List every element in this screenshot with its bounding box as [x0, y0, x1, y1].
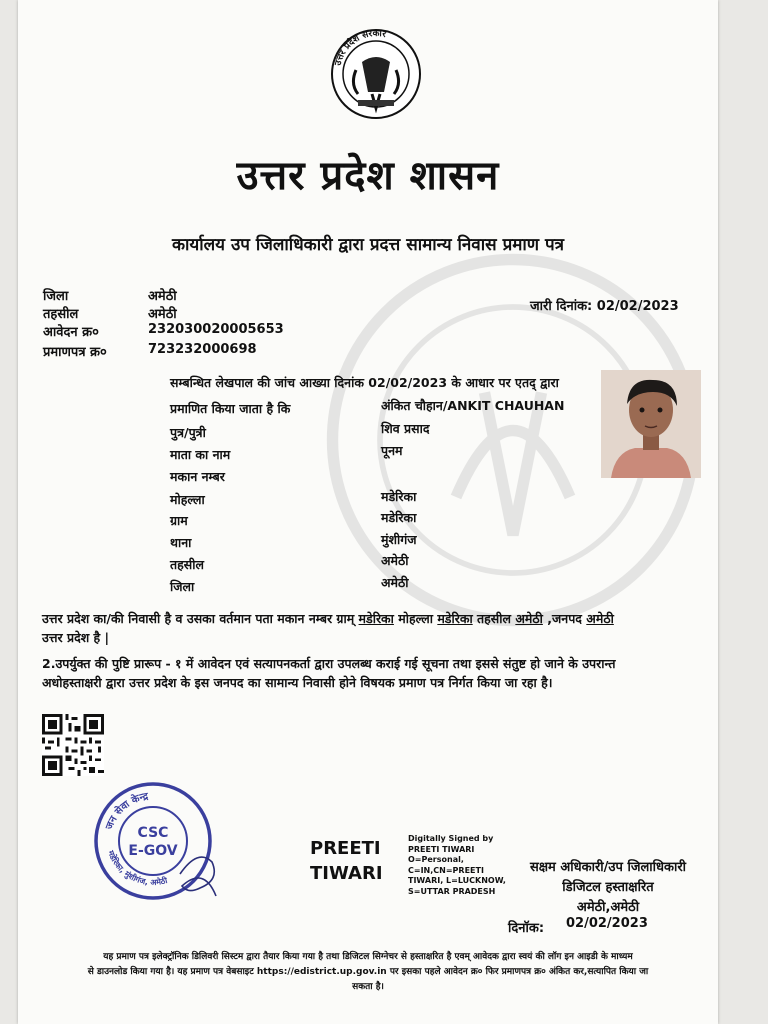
digital-signature-line: O=Personal,: [408, 855, 464, 864]
seal-center-line2: E-GOV: [128, 843, 178, 859]
residence-tehsil: अमेठी: [515, 611, 543, 626]
residence-mohalla: मडेरिका: [437, 611, 473, 626]
confirmation-line1: 2.उपर्युक्त की पुष्टि प्रारूप - १ में आवेदन एवं सत्यापनकर्ता द्वारा उपलब्ध कराई गई सूचना तथा इससे संतुष्ट हो जाने के उपरान्त: [42, 656, 616, 671]
field-label-tehsil: तहसील: [170, 557, 204, 572]
signer-name-line2: TIWARI: [310, 863, 383, 884]
field-value-village: मडेरिका: [381, 510, 417, 525]
issue-date: जारी दिनांक: 02/02/2023: [530, 299, 679, 314]
residence-statement: [42, 609, 702, 647]
verification-intro: सम्बन्धित लेखपाल की जांच आख्या दिनांक 02/02/2023 के आधार पर एतद् द्वारा: [170, 375, 559, 390]
certificate-number-label: प्रमाणपत्र क्र०: [43, 345, 107, 360]
field-value-father: शिव प्रसाद: [381, 421, 430, 436]
certificate-number-value: 723232000698: [148, 342, 257, 357]
applicant-photo: [601, 370, 701, 478]
authority-signed-note: डिजिटल हस्ताक्षरित: [562, 880, 654, 895]
application-number-value: 232030020005653: [148, 322, 284, 337]
residence-village: मडेरिका: [358, 611, 394, 626]
qr-code: [42, 714, 104, 776]
digital-signature-details: [408, 834, 506, 897]
digital-signature-line: Digitally Signed by: [408, 834, 494, 843]
district-value: अमेठी: [148, 289, 177, 304]
digital-signature-line: TIWARI, L=LUCKNOW,: [408, 876, 506, 885]
footer-line1: यह प्रमाण पत्र इलेक्ट्रॉनिक डिलिवरी सिस्टम द्वारा तैयार किया गया है तथा डिजिटल सिग्नेचर से हस्ताक्षरित है एवम् आवेदक द्वारा स्वयं की लॉग इन आइडी के माध्यम: [103, 952, 633, 962]
issuing-authority: [508, 858, 708, 918]
footer-line2: से डाउनलोड किया गया है। यह प्रमाण पत्र वेबसाइट https://edistrict.up.gov.in पर इसका पहले आवेदन क्र० फिर प्रमाणपत्र क्र० अंकित कर,सत्यापित किया जा: [87, 967, 649, 977]
field-label-house-number: मकान नम्बर: [170, 469, 225, 484]
emblem-ring-text: उत्तर प्रदेश सरकार: [333, 28, 387, 67]
digital-signature-line: C=IN,CN=PREETI: [408, 865, 484, 875]
field-value-police-station: मुंशीगंज: [381, 532, 417, 547]
field-value-name: अंकित चौहान/ANKIT CHAUHAN: [381, 398, 565, 413]
field-value-mother: पूनम: [381, 443, 403, 458]
field-label-police-station: थाना: [170, 535, 192, 550]
authority-location: अमेठी,अमेठी: [576, 900, 640, 915]
signature-date-value: 02/02/2023: [566, 916, 648, 931]
field-label-district: जिला: [170, 579, 195, 594]
field-value-tehsil: अमेठी: [381, 553, 409, 568]
confirmation-line2: अधोहस्ताक्षरी द्वारा उत्तर प्रदेश के इस जनपद का सामान्य निवासी होने विषयक प्रमाण पत्र निर्गत किया जा रहा है।: [42, 675, 553, 690]
field-value-district: अमेठी: [381, 575, 409, 590]
signature-date-label: दिनॉक:: [508, 921, 545, 936]
footer-note: [38, 950, 698, 995]
certificate-page: [18, 0, 718, 1024]
seal-center-line1: CSC: [137, 825, 169, 841]
seal-ring-top: जन सेवा केन्द्र: [104, 791, 150, 832]
up-government-emblem: [328, 22, 424, 126]
digital-signature-line: S=UTTAR PRADESH: [408, 886, 496, 896]
page-title: उत्तर प्रदेश शासन: [236, 152, 500, 199]
residence-text-part2: मोहल्ला: [398, 611, 433, 626]
district-label: जिला: [43, 289, 69, 304]
tehsil-label: तहसील: [43, 307, 79, 322]
field-label-mohalla: मोहल्ला: [170, 492, 205, 507]
digital-signature-line: PREETI TIWARI: [408, 844, 475, 854]
residence-text-part3: तहसील: [477, 611, 511, 626]
signer-name-line1: PREETI: [310, 838, 381, 859]
field-label-certified: प्रमाणित किया जाता है कि: [170, 401, 291, 416]
signer-name: [310, 836, 383, 886]
residence-text-part4: ,जनपद: [547, 611, 582, 626]
residence-text-line2: उत्तर प्रदेश है |: [42, 630, 110, 645]
footer-line3: सकता है।: [352, 982, 384, 992]
authority-title: सक्षम अधिकारी/उप जिलाधिकारी: [529, 860, 687, 875]
application-number-label: आवेदन क्र०: [43, 325, 99, 340]
field-label-mother: माता का नाम: [170, 447, 231, 462]
confirmation-statement: [42, 654, 702, 692]
residence-district: अमेठी: [586, 611, 614, 626]
field-value-mohalla: मडेरिका: [381, 489, 417, 504]
csc-seal: [88, 776, 218, 906]
field-label-parent: पुत्र/पुत्री: [170, 425, 206, 440]
field-label-village: ग्राम: [170, 513, 188, 528]
seal-ring-bottom: मडेरिका, मुंशीगंज, अमेठी: [106, 849, 169, 888]
certificate-subtitle: कार्यालय उप जिलाधिकारी द्वारा प्रदत्त सामान्य निवास प्रमाण पत्र: [171, 235, 565, 255]
residence-text-part1: उत्तर प्रदेश का/की निवासी है व उसका वर्तमान पता मकान नम्बर ग्राम्: [42, 611, 355, 626]
tehsil-value: अमेठी: [148, 307, 177, 322]
